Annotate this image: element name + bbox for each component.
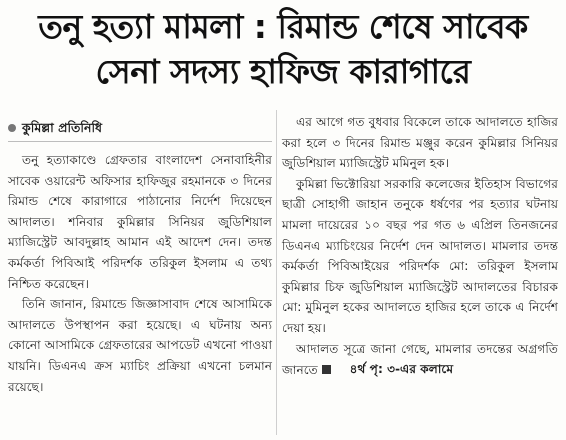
byline [8, 118, 272, 142]
headline-line-1: তনু হত্যা মামলা : রিমান্ড শেষে সাবেক [38, 7, 528, 46]
bullet-icon [8, 124, 16, 132]
left-column [8, 118, 272, 397]
right-column [282, 112, 558, 381]
paragraph-text: আদালত সূত্রে জানা গেছে, মামলার তদন্তের অগ্রগতি জানতে [282, 341, 558, 377]
continued-text: ৪র্থ পৃ: ৩-এর কলামে [349, 362, 454, 377]
byline-text: কুমিল্লা প্রতিনিধি [22, 120, 103, 135]
paragraph: কুমিল্লা ভিক্টোরিয়া সরকারি কলেজের ইতিহাস বিভাগের ছাত্রী সোহাগী জাহান তনুকে ধর্ষণের পর হত্যার ঘটনায় মামলা দায়েরের ১০ বছর পর গত ৬ এপ্রিল তিনজনের ডিএনএ ম্যাচিংয়ের নির্দেশ দেন আদালত। মামলার তদন্ত কর্মকর্তা পিবিআইয়ের পরিদর্শক মো: তরিকুল ইসলাম কুমিল্লার চিফ জুডিশিয়াল ম্যাজিস্ট্রেট আদালতের বিচারক মো: মুমিনুল হকের আদালতে হাজির হলে তাকে এ নির্দেশ দেয়া হয়। [282, 176, 558, 335]
paragraph: এর আগে গত বুধবার বিকেলে তাকে আদালতে হাজির করা হলে ৩ দিনের রিমান্ড মঞ্জুর করেন কুমিল্লার সিনিয়র জুডিশিয়াল ম্যাজিস্ট্রেট মমিনুল হক। [282, 115, 558, 171]
headline [0, 4, 566, 94]
square-icon [322, 365, 331, 374]
continued-marker [322, 359, 453, 380]
headline-line-2: সেনা সদস্য হাফিজ কারাগারে [95, 52, 471, 91]
paragraph: তনু হত্যাকাণ্ডে গ্রেফতার বাংলাদেশ সেনাবাহিনীর সাবেক ওয়ারেন্ট অফিসার হাফিজুর রহমানকে ৩ দিনের রিমান্ড শেষে কারাগারে পাঠানোর নির্দেশ দিয়েছেন আদালত। শনিবার কুমিল্লার সিনিয়র জুডিশিয়াল ম্যাজিস্ট্রেট আবদুল্লাহ আমান এই আদেশ দেন। তদন্ত কর্মকর্তা পিবিআই পরিদর্শক তরিকুল ইসলাম এ তথ্য নিশ্চিত করেছেন। [8, 153, 272, 291]
paragraph: তিনি জানান, রিমান্ডে জিজ্ঞাসাবাদ শেষে আসামিকে আদালতে উপস্থাপন করা হয়েছে। এ ঘটনায় অন্য কোনো আসামিকে গ্রেফতারের আপডেট এখনো পাওয়া যায়নি। ডিএনএ ক্রস ম্যাচিং প্রক্রিয়া এখনো চলমান রয়েছে। [8, 297, 272, 394]
column-divider [276, 110, 277, 435]
paragraph [282, 339, 558, 381]
